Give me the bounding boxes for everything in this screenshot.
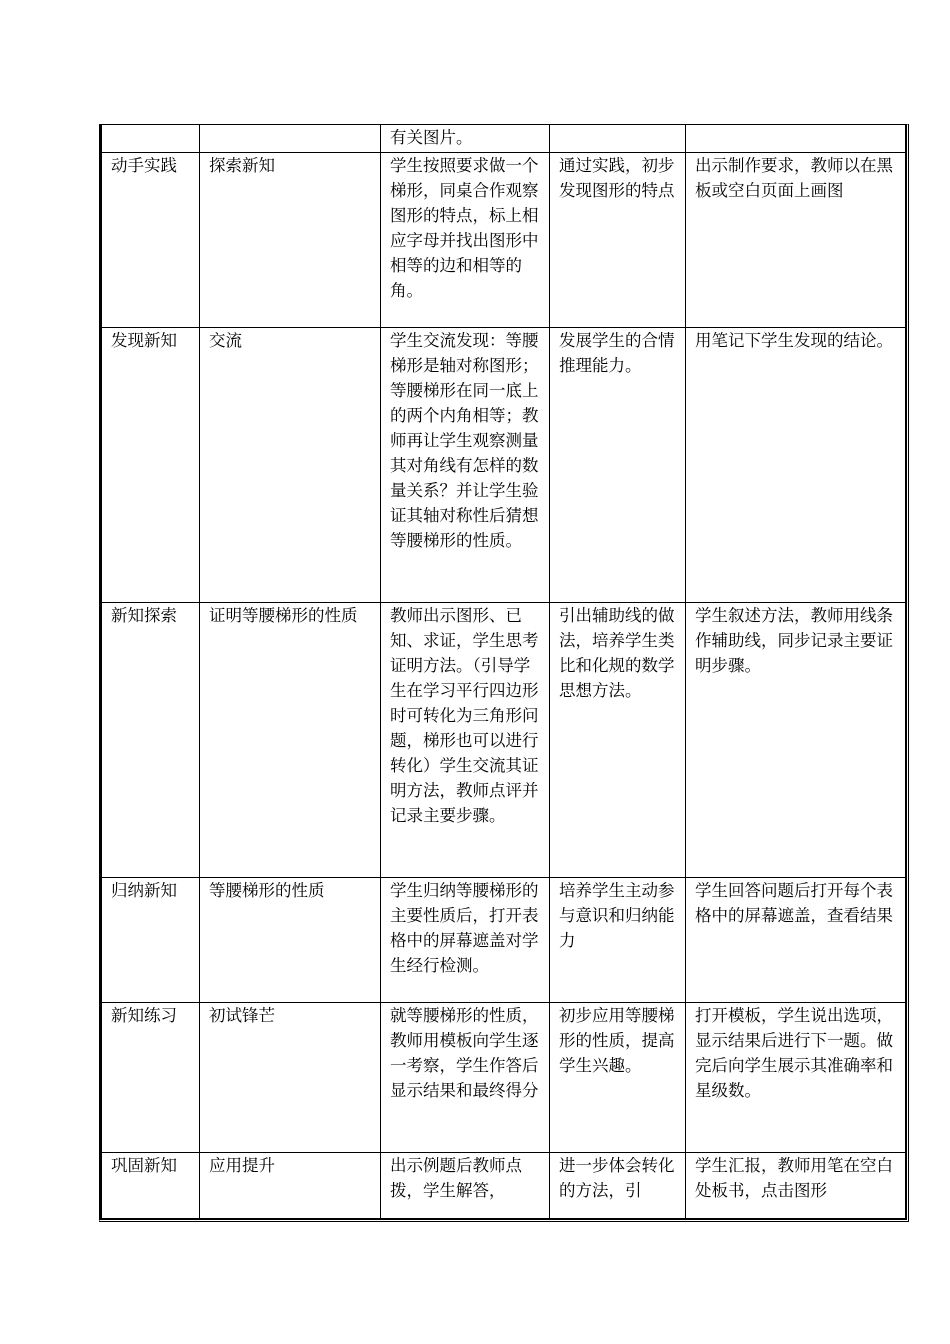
table-cell-media: 打开模板，学生说出选项，显示结果后进行下一题。做完后向学生展示其准确率和星级数。 [686,1003,906,1153]
table-cell-media [686,125,906,153]
table-row [100,1153,906,1219]
table-cell-stage: 巩固新知 [100,1153,200,1219]
table-cell-media: 学生叙述方法，教师用线条作辅助线，同步记录主要证明步骤。 [686,603,906,878]
table-cell-purpose [550,125,686,153]
table-cell-purpose: 通过实践，初步发现图形的特点 [550,153,686,328]
table-row [100,125,906,153]
table-cell-content [200,125,381,153]
table-cell-stage [100,125,200,153]
table-cell-activity: 出示例题后教师点拨，学生解答， [381,1153,550,1219]
table-cell-purpose: 进一步体会转化的方法，引 [550,1153,686,1219]
table-cell-media: 学生汇报，教师用笔在空白处板书，点击图形 [686,1153,906,1219]
table-row [100,153,906,328]
table-cell-purpose: 引出辅助线的做法，培养学生类比和化规的数学思想方法。 [550,603,686,878]
table-cell-stage: 新知练习 [100,1003,200,1153]
table-cell-activity: 学生交流发现：等腰梯形是轴对称图形；等腰梯形在同一底上的两个内角相等；教师再让学生观察测量其对角线有怎样的数量关系？并让学生验证其轴对称性后猜想等腰梯形的性质。 [381,328,550,603]
table-cell-stage: 归纳新知 [100,878,200,1003]
table-cell-media: 学生回答问题后打开每个表格中的屏幕遮盖，查看结果 [686,878,906,1003]
table-cell-content: 等腰梯形的性质 [200,878,381,1003]
table-cell-content: 探索新知 [200,153,381,328]
table-row [100,328,906,603]
table-cell-activity: 学生按照要求做一个梯形，同桌合作观察图形的特点，标上相应字母并找出图形中相等的边和相等的角。 [381,153,550,328]
table-cell-purpose: 初步应用等腰梯形的性质，提高学生兴趣。 [550,1003,686,1153]
table-cell-purpose: 发展学生的合情推理能力。 [550,328,686,603]
table-cell-stage: 动手实践 [100,153,200,328]
table-cell-activity: 学生归纳等腰梯形的主要性质后，打开表格中的屏幕遮盖对学生经行检测。 [381,878,550,1003]
table-cell-content: 交流 [200,328,381,603]
table-cell-content: 证明等腰梯形的性质 [200,603,381,878]
table-row [100,1003,906,1153]
table-cell-stage: 新知探索 [100,603,200,878]
table-row [100,878,906,1003]
table-cell-purpose: 培养学生主动参与意识和归纳能力 [550,878,686,1003]
table-cell-media: 出示制作要求，教师以在黑板或空白页面上画图 [686,153,906,328]
table-row [100,603,906,878]
table-cell-activity: 就等腰梯形的性质，教师用模板向学生逐一考察，学生作答后显示结果和最终得分 [381,1003,550,1153]
table-cell-stage: 发现新知 [100,328,200,603]
table-cell-content: 应用提升 [200,1153,381,1219]
table-cell-media: 用笔记下学生发现的结论。 [686,328,906,603]
table-cell-content: 初试锋芒 [200,1003,381,1153]
table-cell-activity: 有关图片。 [381,125,550,153]
table-cell-activity: 教师出示图形、已知、求证，学生思考证明方法。（引导学生在学习平行四边形时可转化为三角形问题，梯形也可以进行转化）学生交流其证明方法，教师点评并记录主要步骤。 [381,603,550,878]
lesson-plan-table [99,124,909,1222]
